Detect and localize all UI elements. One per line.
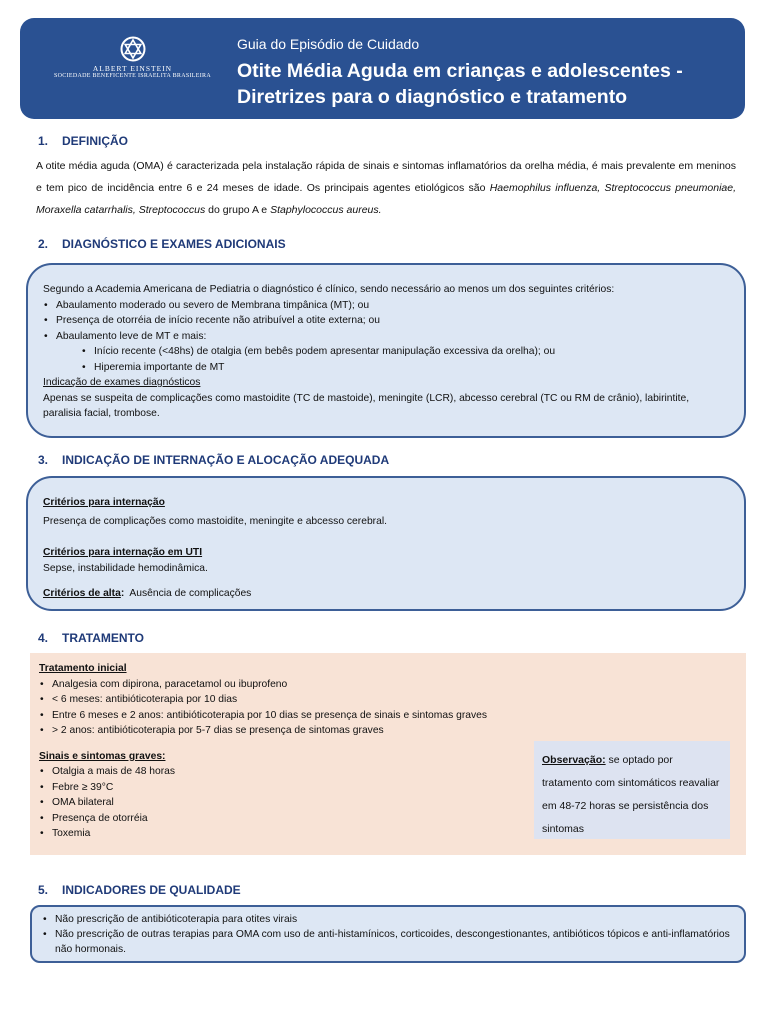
logo-name: ALBERT EINSTEIN [92, 64, 173, 73]
discharge-criteria-heading: Critérios de alta [43, 588, 121, 599]
list-item: • OMA bilateral [39, 795, 559, 811]
hospitalization-box [26, 476, 746, 611]
exams-heading: Indicação de exames diagnósticos [43, 377, 201, 388]
definition-agent-last: Staphylococcus aureus. [270, 204, 382, 216]
section-number: 2. [38, 237, 49, 251]
definition-text: A otite média aguda (OMA) é caracterizada pela instalação rápida de sinais e sintomas inflamatórios da orelha média, é mais prevalente em meninos e tem pico de incidência entre 6 e 24 meses de idade. Os principais agentes etiológicos são [36, 160, 736, 194]
treatment-content [39, 661, 559, 842]
header-banner [20, 18, 745, 119]
observation-label: Observação: [542, 754, 606, 766]
diagnosis-intro: Segundo a Academia Americana de Pediatria o diagnóstico é clínico, sendo necessário ao menos um dos seguintes critérios: [43, 284, 615, 295]
admission-criteria-text: Presença de complicações como mastoidite, meningite e abcesso cerebral. [43, 515, 387, 527]
discharge-colon: : [120, 588, 125, 599]
list-item: • Abaulamento moderado ou severo de Membrana timpânica (MT); ou [43, 298, 730, 314]
section-heading: INDICAÇÃO DE INTERNAÇÃO E ALOCAÇÃO ADEQUADA [62, 453, 390, 467]
section-heading: DIAGNÓSTICO E EXAMES ADICIONAIS [62, 237, 286, 251]
observation-text: se optado por tratamento com sintomáticos reavaliar em 48-72 horas se persistência dos sintomas [542, 754, 720, 835]
list-item: • Abaulamento leve de MT e mais: [43, 329, 730, 345]
observation-note [534, 741, 730, 839]
list-item: • Não prescrição de antibióticoterapia para otites virais [42, 912, 734, 927]
section-number: 5. [38, 883, 49, 897]
severe-signs-list [39, 764, 559, 842]
title-line-2: Diretrizes para o diagnóstico e tratamento [237, 86, 628, 108]
quality-indicators-list [42, 912, 734, 957]
initial-treatment-list [39, 677, 559, 739]
diagnosis-criteria-list [43, 298, 730, 345]
list-item: • Hiperemia importante de MT [81, 360, 730, 376]
section-number: 3. [38, 453, 49, 467]
header-subtitle: Guia do Episódio de Cuidado [237, 36, 420, 52]
list-item: • Presença de otorréia de início recente não atribuível a otite externa; ou [43, 313, 730, 329]
definition-paragraph [36, 155, 736, 221]
treatment-panel [30, 653, 746, 855]
discharge-criteria-text: Ausência de complicações [129, 588, 252, 599]
list-item: • Toxemia [39, 826, 559, 842]
quality-indicators-box [30, 905, 746, 963]
section-heading: DEFINIÇÃO [62, 134, 128, 148]
title-line-1: Otite Média Aguda em crianças e adolescentes - [237, 60, 683, 82]
section-5-title [38, 883, 241, 897]
list-item: • < 6 meses: antibióticoterapia por 10 dias [39, 692, 559, 708]
section-3-title [38, 453, 389, 467]
section-2-title [38, 237, 286, 251]
discharge-criteria [43, 586, 730, 602]
list-item: • Febre ≥ 39°C [39, 780, 559, 796]
icu-criteria-text: Sepse, instabilidade hemodinâmica. [43, 562, 208, 574]
section-heading: INDICADORES DE QUALIDADE [62, 883, 241, 897]
section-heading: TRATAMENTO [62, 631, 144, 645]
list-item: • Início recente (<48hs) de otalgia (em bebês podem apresentar manipulação excessiva da orelha); ou [81, 344, 730, 360]
icu-criteria-heading: Critérios para internação em UTI [43, 547, 203, 558]
list-item: • Otalgia a mais de 48 horas [39, 764, 559, 780]
list-item: • Entre 6 meses e 2 anos: antibióticoterapia por 10 dias se presença de sinais e sintomas graves [39, 708, 559, 724]
severe-signs-heading: Sinais e sintomas graves: [39, 750, 166, 762]
section-1-title [38, 134, 128, 148]
initial-treatment-heading: Tratamento inicial [39, 663, 127, 674]
diagnosis-subcriteria-list [43, 344, 730, 375]
list-item: • Presença de otorréia [39, 811, 559, 827]
page-title [237, 58, 737, 110]
admission-criteria-heading: Critérios para internação [43, 497, 165, 508]
list-item: • Analgesia com dipirona, paracetamol ou ibuprofeno [39, 677, 559, 693]
exams-text: Apenas se suspeita de complicações como mastoidite (TC de mastoide), meningite (LCR), abcesso cerebral (TC ou RM de crânio), labirintite, paralisia facial, trombose. [43, 392, 690, 419]
list-item: • > 2 anos: antibióticoterapia por 5-7 dias se presença de sintomas graves [39, 723, 559, 739]
definition-text-b: do grupo A e [205, 204, 271, 216]
logo-tagline: SOCIEDADE BENEFICENTE ISRAELITA BRASILEIRA [54, 73, 211, 79]
list-item: • Não prescrição de outras terapias para OMA com uso de anti-histamínicos, corticoides, descongestionantes, antibióticos tópicos e anti-inflamatórios não hormonais. [42, 927, 734, 957]
star-of-david-icon [120, 36, 146, 62]
diagnosis-box [26, 263, 746, 438]
albert-einstein-logo [30, 36, 235, 116]
section-4-title [38, 631, 144, 645]
definition-agents: Haemophilus influenza, Streptococcus pneumoniae, Moraxella catarrhalis, Streptococcus [36, 182, 736, 216]
section-number: 1. [38, 134, 49, 148]
section-number: 4. [38, 631, 49, 645]
